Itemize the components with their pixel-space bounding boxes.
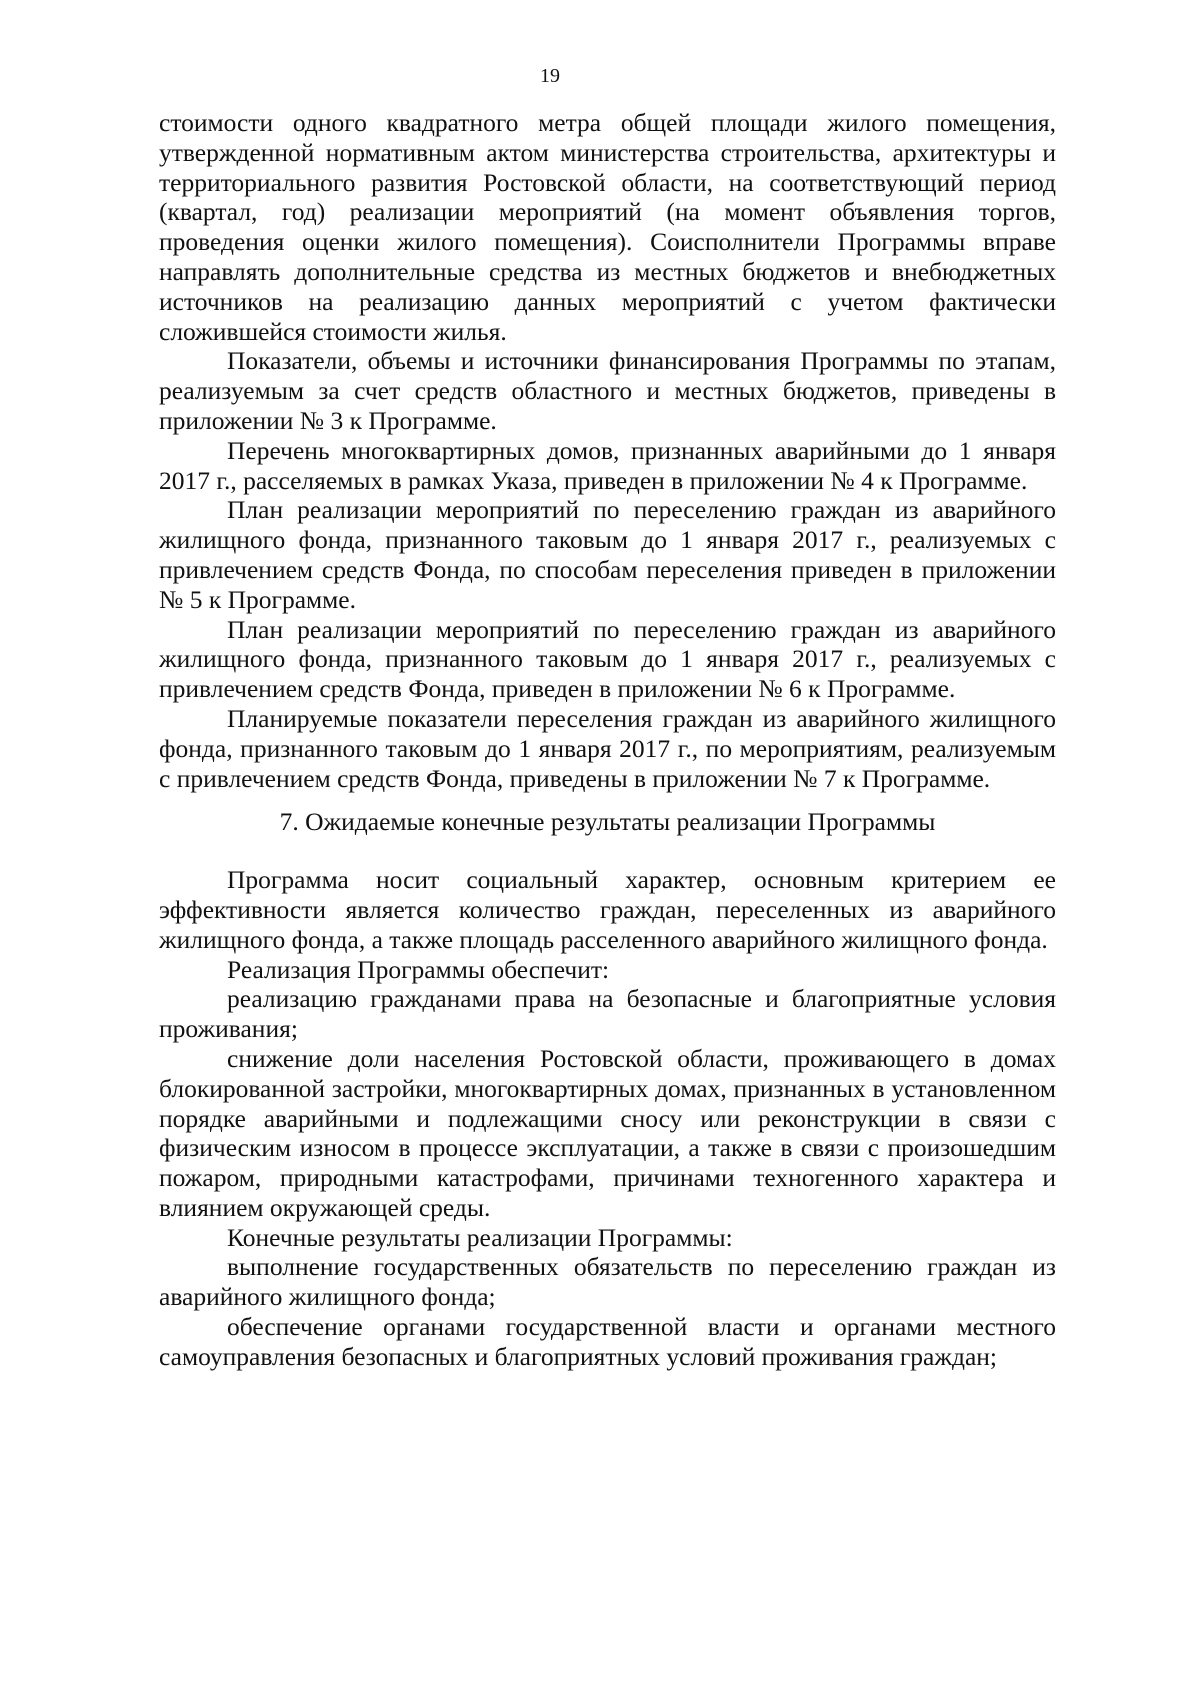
paragraph-continuation: стоимости одного квадратного метра общей площади жилого помещения, утвержденной нормативным актом министерства строительства, архитектуры и территориального развития Ростовской области, на соответствующий период (квартал, год) реализации мероприятий (на момент объявления торгов, проведения оценки жилого помещения). Соисполнители Программы вправе направлять дополнительные средства из местных бюджетов и внебюджетных источников на реализацию данных мероприятий с учетом фактически сложившейся стоимости жилья. — [159, 108, 1056, 346]
page-number: 19 — [540, 65, 560, 87]
paragraph-indicators-appendix-7: Планируемые показатели переселения граждан из аварийного жилищного фонда, признанного таковым до 1 января 2017 г., по мероприятиям, реализуемым с привлечением средств Фонда, приведены в приложении № 7 к Программе. — [159, 703, 1056, 793]
paragraph-financing: Показатели, объемы и источники финансирования Программы по этапам, реализуемым за счет средств областного и местных бюджетов, приведены в приложении № 3 к Программе. — [159, 346, 1056, 435]
paragraph-houses-list: Перечень многоквартирных домов, признанных аварийными до 1 января 2017 г., расселяемых в рамках Указа, приведен в приложении № 4 к Программе. — [159, 435, 1056, 495]
paragraph-authorities-provision: обеспечение органами государственной власти и органами местного самоуправления безопасных и благоприятных условий проживания граждан; — [159, 1312, 1056, 1371]
paragraph-social-character: Программа носит социальный характер, основным критерием ее эффективности является количество граждан, переселенных из аварийного жилищного фонда, а также площадь расселенного аварийного жилищного фонда. — [159, 865, 1056, 954]
paragraph-program-provides: Реализация Программы обеспечит: — [227, 954, 610, 984]
paragraph-plan-appendix-5: План реализации мероприятий по переселению граждан из аварийного жилищного фонда, признанного таковым до 1 января 2017 г., реализуемых с привлечением средств Фонда, по способам переселения приведен в приложении № 5 к Программе. — [159, 495, 1056, 614]
paragraph-plan-appendix-6: План реализации мероприятий по переселению граждан из аварийного жилищного фонда, признанного таковым до 1 января 2017 г., реализуемых с привлечением средств Фонда, приведен в приложении № 6 к Программе. — [159, 614, 1056, 704]
document-body — [159, 108, 1056, 1372]
paragraph-safe-living-rights: реализацию гражданами права на безопасные и благоприятные условия проживания; — [159, 984, 1056, 1044]
section-heading: 7. Ожидаемые конечные результаты реализации Программы — [279, 807, 936, 837]
paragraph-state-obligations: выполнение государственных обязательств по переселению граждан из аварийного жилищного фонда; — [159, 1252, 1056, 1312]
paragraph-population-reduction: снижение доли населения Ростовской области, проживающего в домах блокированной застройки, многоквартирных домах, признанных в установленном порядке аварийными и подлежащими сносу или реконструкции в связи с физическим износом в процессе эксплуатации, а также в связи с произошедшим пожаром, природными катастрофами, причинами техногенного характера и влиянием окружающей среды. — [159, 1043, 1056, 1222]
paragraph-final-results: Конечные результаты реализации Программы: — [227, 1222, 733, 1252]
